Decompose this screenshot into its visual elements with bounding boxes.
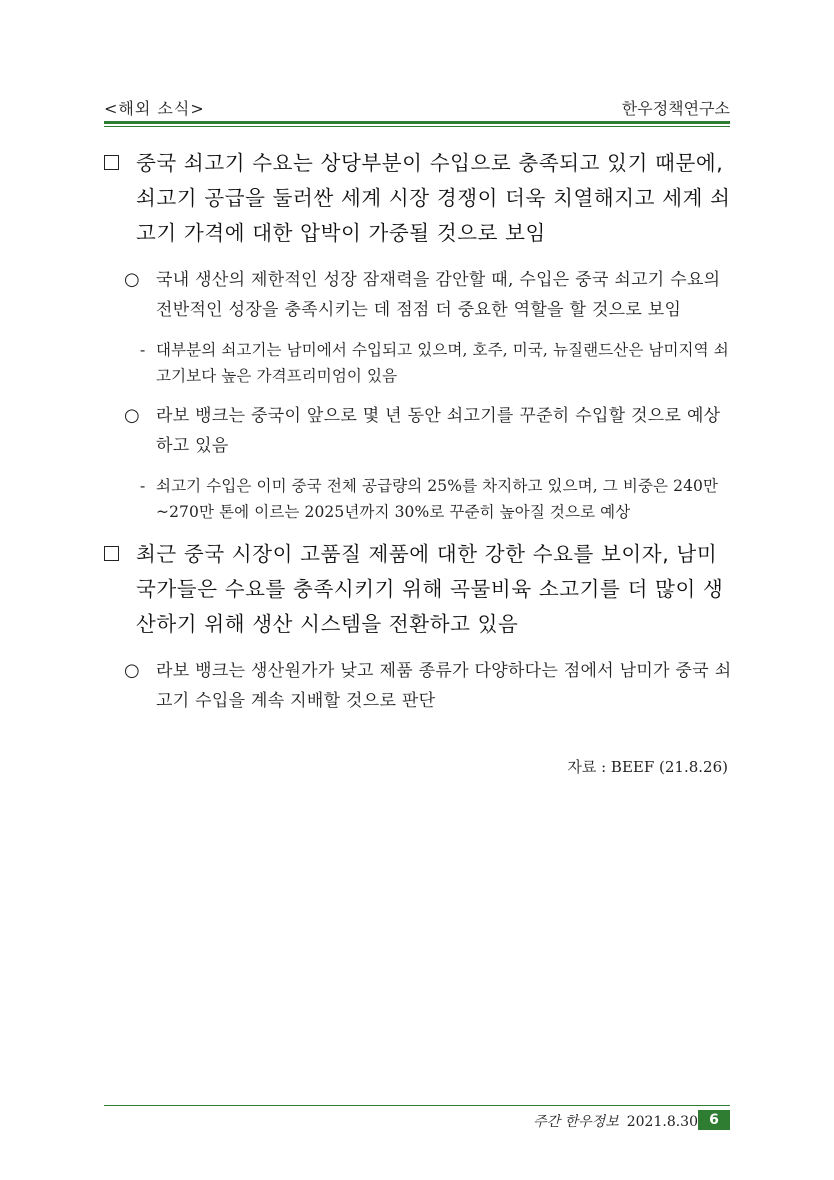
square-bullet-icon [104,546,119,561]
header-organization: 한우정책연구소 [621,99,730,118]
source-citation: 자료 : BEEF (21.8.26) [567,758,728,776]
header-rule [104,121,730,124]
footer-publication [533,1111,698,1131]
dash-bullet-icon: - [140,477,146,495]
circle-bullet-icon: ○ [124,660,141,681]
header-section-label: <해외 소식> [104,99,205,118]
footer-title: 주간 한우정보 [533,1114,619,1130]
dash-bullet-item: - 쇠고기 수입은 이미 중국 전체 공급량의 25%를 차지하고 있으며, 그 비중은 240만~270만 톤에 이르는 2025년까지 30%로 꾸준히 높아질 것으로 예상 [104,473,734,525]
article-body [104,146,734,777]
circle-bullet-icon: ○ [124,405,141,426]
dash-bullet-item: - 대부분의 쇠고기는 남미에서 수입되고 있으며, 호주, 미국, 뉴질랜드산은 남미지역 쇠고기보다 높은 가격프리미엄이 있음 [104,337,734,389]
footer-rule [104,1105,730,1106]
circle-bullet-item: ○ 라보 뱅크는 생산원가가 낮고 제품 종류가 다양하다는 점에서 남미가 중국 쇠고기 수입을 계속 지배할 것으로 판단 [104,656,734,716]
footer-date: 2021.8.30 [626,1114,698,1130]
section-heading: 최근 중국 시장이 고품질 제품에 대한 강한 수요를 보이자, 남미 국가들은 수요를 충족시키기 위해 곡물비육 소고기를 더 많이 생산하기 위해 생산 시스템을 전환하고 있음 [104,537,734,642]
section-heading: 중국 쇠고기 수요는 상당부분이 수입으로 충족되고 있기 때문에, 쇠고기 공급을 둘러싼 세계 시장 경쟁이 더욱 치열해지고 세계 쇠고기 가격에 대한 압박이 가중될 것으로 보임 [104,146,734,251]
page-number: 6 [698,1110,730,1130]
dash-bullet-icon: - [140,341,146,359]
circle-bullet-item: ○ 국내 생산의 제한적인 성장 잠재력을 감안할 때, 수입은 중국 쇠고기 수요의 전반적인 성장을 충족시키는 데 점점 더 중요한 역할을 할 것으로 보임 [104,265,734,325]
circle-bullet-icon: ○ [124,269,141,290]
header-rule-thin [104,126,730,127]
square-bullet-icon [104,155,119,170]
circle-bullet-item: ○ 라보 뱅크는 중국이 앞으로 몇 년 동안 쇠고기를 꾸준히 수입할 것으로 예상하고 있음 [104,401,734,461]
